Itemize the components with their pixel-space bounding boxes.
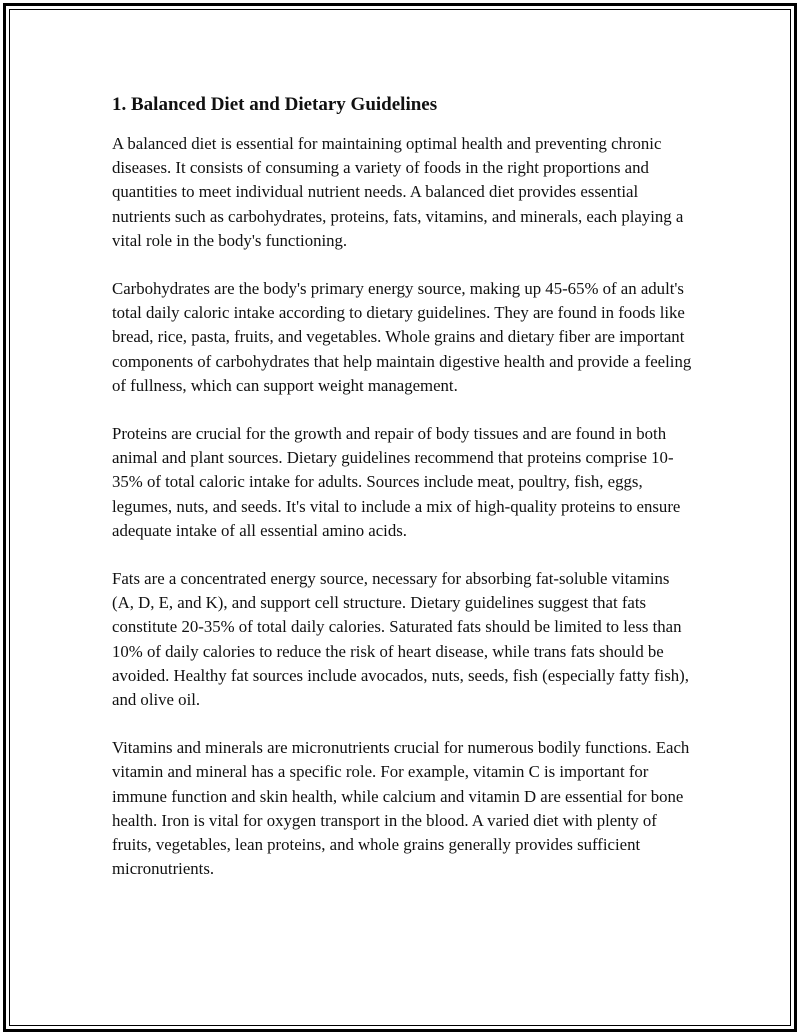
document-body [112,92,692,905]
paragraph-fats: Fats are a concentrated energy source, necessary for absorbing fat-soluble vitamins (A, D, E, and K), and support cell structure. Dietary guidelines suggest that fats constitute 20-35% of total daily calories. Saturated fats should be limited to less than 10% of daily calories to reduce the risk of heart disease, while trans fats should be avoided. Healthy fat sources include avocados, nuts, seeds, fish (especially fatty fish), and olive oil. [112,569,689,710]
section-title: 1. Balanced Diet and Dietary Guidelines [112,94,438,115]
paragraph-carbohydrates: Carbohydrates are the body's primary energy source, making up 45-65% of an adult's total daily caloric intake according to dietary guidelines. They are found in foods like bread, rice, pasta, fruits, and vegetables. Whole grains and dietary fiber are important components of carbohydrates that help maintain digestive health and provide a feeling of fullness, which can support weight management. [112,279,692,395]
paragraph-vitamins-minerals: Vitamins and minerals are micronutrients crucial for numerous bodily functions. Each vitamin and mineral has a specific role. For example, vitamin C is important for immune function and skin health, while calcium and vitamin D are essential for bone health. Iron is vital for oxygen transport in the blood. A varied diet with plenty of fruits, vegetables, lean proteins, and whole grains generally provides sufficient micronutrients. [112,738,690,879]
paragraph-proteins: Proteins are crucial for the growth and repair of body tissues and are found in both animal and plant sources. Dietary guidelines recommend that proteins comprise 10-35% of total caloric intake for adults. Sources include meat, poultry, fish, eggs, legumes, nuts, and seeds. It's vital to include a mix of high-quality proteins to ensure adequate intake of all essential amino acids. [112,424,681,540]
paragraph-balanced-diet: A balanced diet is essential for maintaining optimal health and preventing chronic diseases. It consists of consuming a variety of foods in the right proportions and quantities to meet individual nutrient needs. A balanced diet provides essential nutrients such as carbohydrates, proteins, fats, vitamins, and minerals, each playing a vital role in the body's functioning. [112,134,684,250]
